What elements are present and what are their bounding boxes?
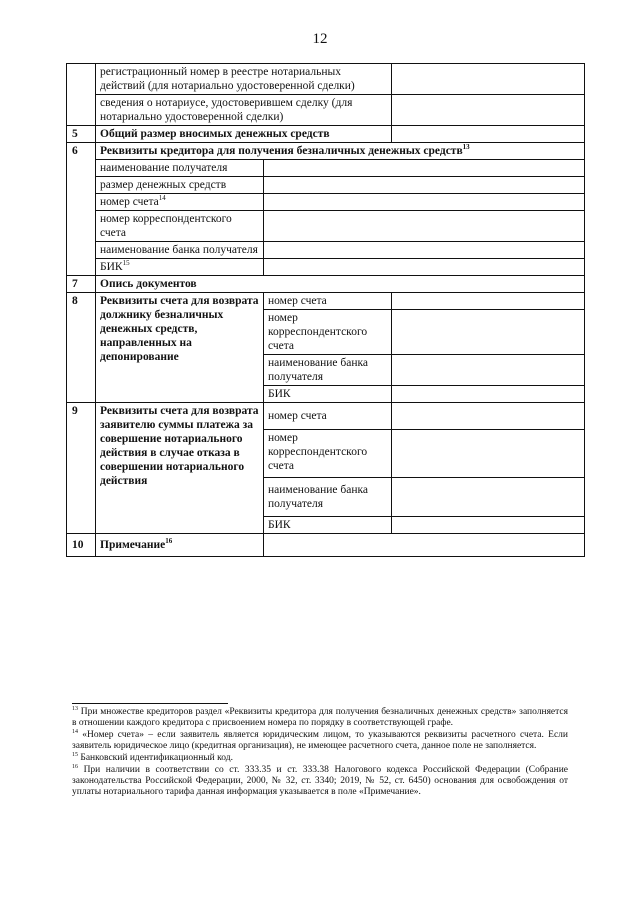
field-label: БИК bbox=[264, 386, 392, 403]
field-value-cell[interactable] bbox=[392, 430, 585, 478]
field-value-cell[interactable] bbox=[392, 95, 585, 126]
field-label: номер корреспондентского счета bbox=[264, 430, 392, 478]
field-value-cell[interactable] bbox=[264, 534, 585, 557]
field-label bbox=[96, 194, 264, 211]
field-label: наименование банка получателя bbox=[264, 355, 392, 386]
field-value-cell[interactable] bbox=[392, 478, 585, 517]
table-row bbox=[67, 126, 585, 143]
footnote-text: При наличии в соответствии со ст. 333.35 и ст. 333.38 Налогового кодекса Российской Федерации (Собрание законодательства Российской Федерации, 2000, № 32, ст. 3340; 2019, № 52, ст. 6450) основания для освобождения от уплаты нотариального тарифа данная информация указывается в поле «Примечание». bbox=[72, 765, 569, 797]
footnote-text: Банковский идентификационный код. bbox=[80, 753, 233, 763]
field-value-cell[interactable] bbox=[264, 259, 585, 276]
table-row bbox=[67, 403, 585, 430]
row-number: 10 bbox=[67, 534, 96, 557]
footnote-number: 13 bbox=[72, 705, 78, 712]
table-row bbox=[67, 293, 585, 310]
row-number: 7 bbox=[67, 276, 96, 293]
table-row bbox=[67, 194, 585, 211]
footnote bbox=[72, 730, 568, 752]
table-row bbox=[67, 177, 585, 194]
table-row bbox=[67, 95, 585, 126]
table-row bbox=[67, 259, 585, 276]
section-title: Реквизиты счета для возврата должнику безналичных денежных средств, направленных на депонирование bbox=[96, 293, 264, 403]
field-label: наименование банка получателя bbox=[96, 242, 264, 259]
page-number: 12 bbox=[312, 31, 328, 47]
footnote-ref: 13 bbox=[462, 143, 470, 152]
row-number: 9 bbox=[67, 403, 96, 534]
field-label-text: БИК bbox=[100, 261, 123, 273]
field-value-cell[interactable] bbox=[392, 517, 585, 534]
field-value-cell[interactable] bbox=[264, 177, 585, 194]
table-row bbox=[67, 276, 585, 293]
field-value-cell[interactable] bbox=[392, 310, 585, 355]
field-label: наименование банка получателя bbox=[264, 478, 392, 517]
footnote bbox=[72, 753, 568, 764]
field-label-text: номер счета bbox=[100, 196, 159, 208]
footnote-text: «Номер счета» – если заявитель является юридическим лицом, то указываются реквизиты расчетного счета. Если заявитель юридическое лицо (кредитная организация), не имеющее расчетного счета, данное поле не заполняется. bbox=[72, 730, 569, 751]
field-value-cell[interactable] bbox=[264, 242, 585, 259]
field-value-cell[interactable] bbox=[392, 64, 585, 95]
footnotes bbox=[72, 707, 568, 799]
application-form-table bbox=[66, 63, 585, 557]
row-number: 5 bbox=[67, 126, 96, 143]
footnote-number: 14 bbox=[72, 728, 78, 735]
field-value-cell[interactable] bbox=[392, 386, 585, 403]
table-row bbox=[67, 64, 585, 95]
footnote-divider bbox=[72, 703, 228, 704]
table-row bbox=[67, 242, 585, 259]
section-title: Опись документов bbox=[96, 276, 585, 293]
section-title bbox=[96, 534, 264, 557]
field-value-cell[interactable] bbox=[392, 355, 585, 386]
footnote bbox=[72, 765, 568, 798]
section-title: Реквизиты счета для возврата заявителю суммы платежа за совершение нотариального действия в случае отказа в совершении нотариального действия bbox=[96, 403, 264, 534]
table-row bbox=[67, 211, 585, 242]
field-value-cell[interactable] bbox=[392, 126, 585, 143]
section-title-text: Примечание bbox=[100, 539, 166, 551]
field-label: сведения о нотариусе, удостоверившем сделку (для нотариально удостоверенной сделки) bbox=[96, 95, 392, 126]
footnote-number: 16 bbox=[72, 763, 78, 770]
section-title: Общий размер вносимых денежных средств bbox=[96, 126, 392, 143]
section-title bbox=[96, 143, 585, 160]
footnote-text: При множестве кредиторов раздел «Реквизиты кредитора для получения безналичных денежных средств» заполняется в отношении каждого кредитора с присвоением номера по порядку в соответствующей графе. bbox=[72, 707, 569, 728]
field-value-cell[interactable] bbox=[392, 293, 585, 310]
table-row bbox=[67, 534, 585, 557]
field-value-cell[interactable] bbox=[264, 160, 585, 177]
field-label: наименование получателя bbox=[96, 160, 264, 177]
field-value-cell[interactable] bbox=[392, 403, 585, 430]
table-row bbox=[67, 160, 585, 177]
table-row bbox=[67, 143, 585, 160]
field-label: БИК bbox=[264, 517, 392, 534]
row-number-cell bbox=[67, 64, 96, 126]
footnote-ref: 16 bbox=[165, 537, 173, 546]
footnote bbox=[72, 707, 568, 729]
section-title-text: Реквизиты кредитора для получения безналичных денежных средств bbox=[100, 145, 463, 157]
row-number: 6 bbox=[67, 143, 96, 276]
field-value-cell[interactable] bbox=[264, 211, 585, 242]
field-value-cell[interactable] bbox=[264, 194, 585, 211]
field-label: номер счета bbox=[264, 293, 392, 310]
field-label: номер корреспондентского счета bbox=[264, 310, 392, 355]
footnote-number: 15 bbox=[72, 751, 78, 758]
field-label: регистрационный номер в реестре нотариальных действий (для нотариально удостоверенной сделки) bbox=[96, 64, 392, 95]
field-label: номер корреспондентского счета bbox=[96, 211, 264, 242]
field-label: размер денежных средств bbox=[96, 177, 264, 194]
field-label: номер счета bbox=[264, 403, 392, 430]
footnote-ref: 15 bbox=[122, 259, 130, 268]
field-label bbox=[96, 259, 264, 276]
footnote-ref: 14 bbox=[158, 194, 166, 203]
row-number: 8 bbox=[67, 293, 96, 403]
